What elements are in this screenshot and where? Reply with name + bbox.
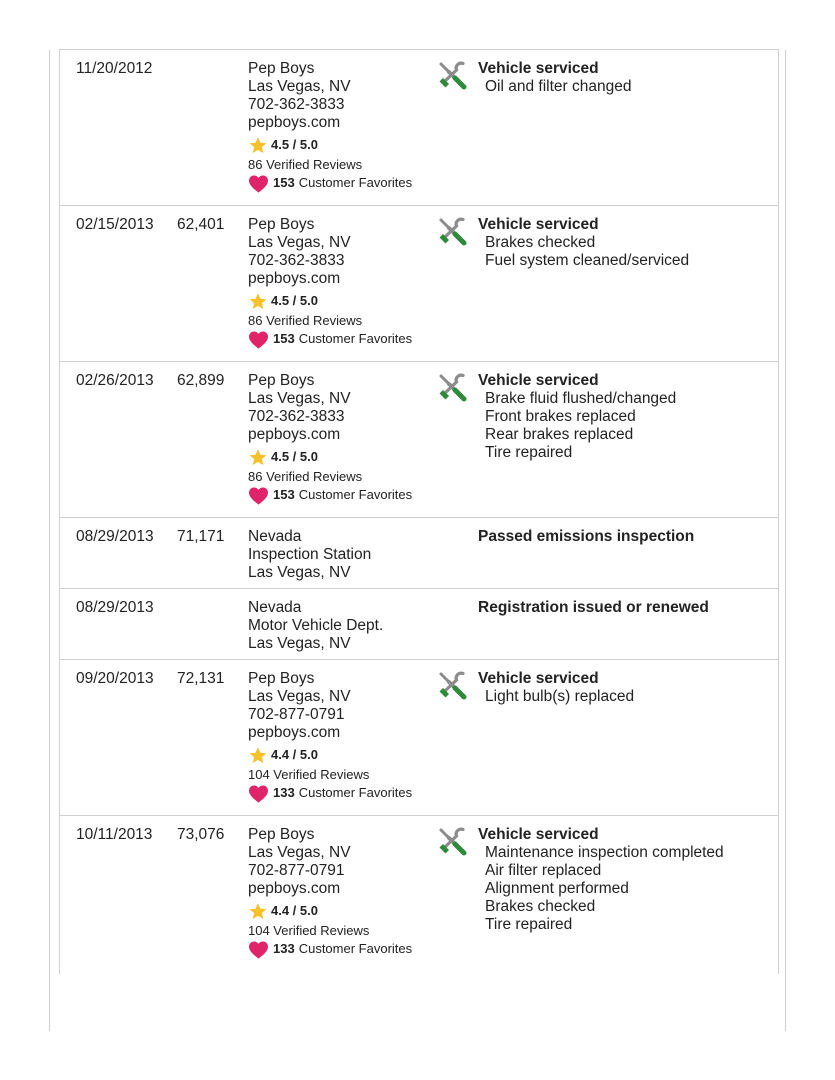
service-item: Maintenance inspection completed (485, 844, 724, 861)
service-item: Oil and filter changed (485, 78, 632, 95)
rating-value: 4.4 / 5.0 (271, 747, 318, 762)
service-item: Alignment performed (485, 880, 629, 897)
shop-website[interactable]: pepboys.com (248, 724, 341, 741)
service-details (478, 826, 724, 934)
favorites-count: 153 (273, 487, 295, 502)
shop-name: Nevada (248, 599, 302, 616)
star-icon (248, 746, 268, 765)
shop-info (248, 670, 412, 803)
heart-icon (248, 330, 269, 349)
history-row (60, 660, 778, 816)
shop-website[interactable]: pepboys.com (248, 426, 341, 443)
shop-phone[interactable]: 702-877-0791 (248, 706, 345, 723)
shop-location: Las Vegas, NV (248, 234, 351, 251)
service-item: Front brakes replaced (485, 408, 636, 425)
rating-value: 4.5 / 5.0 (271, 449, 318, 464)
customer-favorites (248, 783, 412, 803)
wrench-screwdriver-icon (437, 372, 467, 402)
service-title: Vehicle serviced (478, 372, 599, 389)
wrench-screwdriver-icon (437, 826, 467, 856)
star-icon (248, 448, 268, 467)
verified-reviews-link[interactable]: 104 Verified Reviews (248, 767, 370, 782)
service-details (478, 599, 709, 617)
customer-favorites (248, 173, 412, 193)
row-mileage: 62,401 (177, 216, 225, 233)
shop-location: Las Vegas, NV (248, 78, 351, 95)
service-details (478, 216, 689, 270)
rating-value: 4.5 / 5.0 (271, 293, 318, 308)
row-date: 11/20/2012 (76, 60, 153, 77)
history-row (60, 206, 778, 362)
verified-reviews-link[interactable]: 86 Verified Reviews (248, 469, 363, 484)
service-details (478, 372, 676, 462)
row-mileage: 62,899 (177, 372, 225, 389)
row-date: 08/29/2013 (76, 528, 154, 545)
row-mileage: 71,171 (177, 528, 225, 545)
shop-name[interactable]: Pep Boys (248, 826, 315, 843)
service-item: Fuel system cleaned/serviced (485, 252, 690, 269)
history-row (60, 50, 778, 206)
service-item: Tire repaired (485, 916, 573, 933)
history-row (60, 518, 778, 589)
service-title: Passed emissions inspection (478, 528, 695, 545)
shop-rating (248, 901, 412, 921)
row-date: 02/26/2013 (76, 372, 154, 389)
heart-icon (248, 174, 269, 193)
shop-name[interactable]: Pep Boys (248, 372, 315, 389)
shop-name[interactable]: Pep Boys (248, 60, 315, 77)
row-date: 02/15/2013 (76, 216, 154, 233)
shop-info (248, 528, 371, 582)
star-icon (248, 136, 268, 155)
row-date: 10/11/2013 (76, 826, 153, 843)
service-item: Rear brakes replaced (485, 426, 634, 443)
shop-name: Nevada (248, 528, 302, 545)
shop-phone[interactable]: 702-362-3833 (248, 252, 345, 269)
service-details (478, 60, 631, 96)
service-title: Vehicle serviced (478, 826, 599, 843)
shop-rating (248, 447, 412, 467)
favorites-label: Customer Favorites (298, 331, 413, 346)
shop-website[interactable]: pepboys.com (248, 880, 341, 897)
verified-reviews-link[interactable]: 86 Verified Reviews (248, 313, 363, 328)
row-date: 08/29/2013 (76, 599, 154, 616)
service-title: Vehicle serviced (478, 670, 599, 687)
favorites-label: Customer Favorites (298, 175, 413, 190)
favorites-label: Customer Favorites (298, 487, 413, 502)
shop-location: Las Vegas, NV (248, 844, 351, 861)
favorites-count: 153 (273, 331, 295, 346)
shop-phone[interactable]: 702-877-0791 (248, 862, 345, 879)
heart-icon (248, 940, 269, 959)
shop-type: Motor Vehicle Dept. (248, 617, 384, 634)
shop-website[interactable]: pepboys.com (248, 114, 341, 131)
shop-info (248, 60, 412, 193)
shop-info (248, 216, 412, 349)
rating-value: 4.5 / 5.0 (271, 137, 318, 152)
verified-reviews-link[interactable]: 104 Verified Reviews (248, 923, 370, 938)
verified-reviews-link[interactable]: 86 Verified Reviews (248, 157, 363, 172)
shop-location: Las Vegas, NV (248, 688, 351, 705)
history-row (60, 362, 778, 518)
service-item: Tire repaired (485, 444, 573, 461)
page-right-border (785, 50, 786, 1031)
shop-rating (248, 745, 412, 765)
shop-website[interactable]: pepboys.com (248, 270, 341, 287)
shop-location: Las Vegas, NV (248, 635, 351, 652)
shop-rating (248, 135, 412, 155)
star-icon (248, 292, 268, 311)
service-item: Air filter replaced (485, 862, 602, 879)
shop-name[interactable]: Pep Boys (248, 216, 315, 233)
favorites-label: Customer Favorites (298, 941, 413, 956)
wrench-screwdriver-icon (437, 670, 467, 700)
service-item: Brakes checked (485, 234, 596, 251)
heart-icon (248, 784, 269, 803)
favorites-count: 153 (273, 175, 295, 190)
favorites-count: 133 (273, 785, 295, 800)
rating-value: 4.4 / 5.0 (271, 903, 318, 918)
shop-rating (248, 291, 412, 311)
service-title: Registration issued or renewed (478, 599, 709, 616)
customer-favorites (248, 485, 412, 505)
heart-icon (248, 486, 269, 505)
wrench-screwdriver-icon (437, 60, 467, 90)
customer-favorites (248, 329, 412, 349)
service-details (478, 528, 694, 546)
shop-location: Las Vegas, NV (248, 564, 351, 581)
shop-info (248, 826, 412, 959)
service-title: Vehicle serviced (478, 216, 599, 233)
favorites-label: Customer Favorites (298, 785, 413, 800)
row-date: 09/20/2013 (76, 670, 154, 687)
shop-type: Inspection Station (248, 546, 372, 563)
service-details (478, 670, 634, 706)
service-item: Brakes checked (485, 898, 596, 915)
shop-name[interactable]: Pep Boys (248, 670, 315, 687)
shop-location: Las Vegas, NV (248, 390, 351, 407)
history-row (60, 589, 778, 660)
shop-phone[interactable]: 702-362-3833 (248, 96, 345, 113)
shop-info (248, 372, 412, 505)
star-icon (248, 902, 268, 921)
row-mileage: 73,076 (177, 826, 225, 843)
shop-info (248, 599, 383, 653)
service-title: Vehicle serviced (478, 60, 599, 77)
history-row (60, 816, 778, 974)
service-history-table (59, 49, 779, 974)
page-left-border (49, 50, 50, 1031)
row-mileage: 72,131 (177, 670, 225, 687)
shop-phone[interactable]: 702-362-3833 (248, 408, 345, 425)
wrench-screwdriver-icon (437, 216, 467, 246)
service-item: Brake fluid flushed/changed (485, 390, 677, 407)
favorites-count: 133 (273, 941, 295, 956)
service-item: Light bulb(s) replaced (485, 688, 635, 705)
customer-favorites (248, 939, 412, 959)
